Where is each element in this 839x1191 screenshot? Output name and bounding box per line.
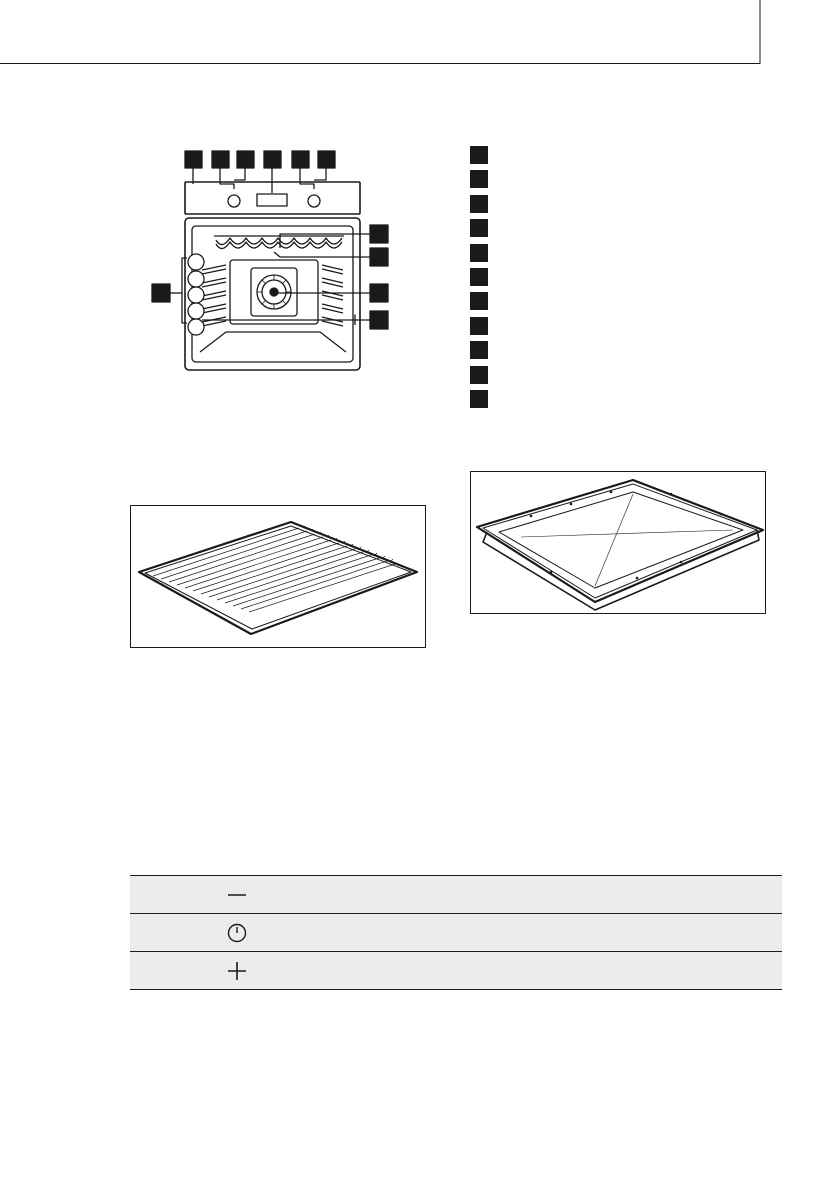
page-header-rule: [0, 0, 839, 70]
legend-item: [470, 244, 488, 262]
legend-item: [470, 268, 488, 286]
legend-item: [470, 317, 488, 335]
row-function: [270, 914, 782, 952]
row-function: [270, 952, 782, 990]
callout-square: [237, 151, 254, 168]
legend-item: [470, 341, 488, 359]
table-row: [130, 914, 782, 952]
row-function: [270, 876, 782, 914]
callout-square: [212, 151, 229, 168]
table-row: [130, 876, 782, 914]
legend-item: [470, 170, 488, 188]
baking-tray-icon: [471, 472, 765, 613]
sensor-field-table: [130, 875, 782, 990]
callout-square: [370, 311, 388, 329]
minus-icon[interactable]: [210, 876, 270, 914]
oven-overview-diagram: [130, 140, 400, 380]
callout-square: [292, 151, 309, 168]
legend-item: [470, 146, 488, 164]
legend-item: [470, 390, 488, 408]
row-number: [130, 914, 210, 952]
callout-square: [264, 151, 281, 168]
legend-item: [470, 292, 488, 310]
callout-square: [185, 151, 202, 168]
legend-item: [470, 195, 488, 213]
callout-square: [370, 284, 388, 302]
wire-shelf-icon: [131, 506, 425, 647]
callout-square: [152, 284, 170, 302]
callout-square: [318, 151, 335, 168]
row-number: [130, 952, 210, 990]
callout-square: [370, 225, 388, 243]
component-legend: [470, 146, 490, 414]
legend-item: [470, 219, 488, 237]
row-number: [130, 876, 210, 914]
baking-tray-panel: [470, 471, 766, 614]
callout-square: [370, 248, 388, 266]
table-row: [130, 952, 782, 990]
legend-item: [470, 366, 488, 384]
plus-icon[interactable]: [210, 952, 270, 990]
wire-shelf-panel: [130, 505, 426, 648]
clock-icon[interactable]: [210, 914, 270, 952]
